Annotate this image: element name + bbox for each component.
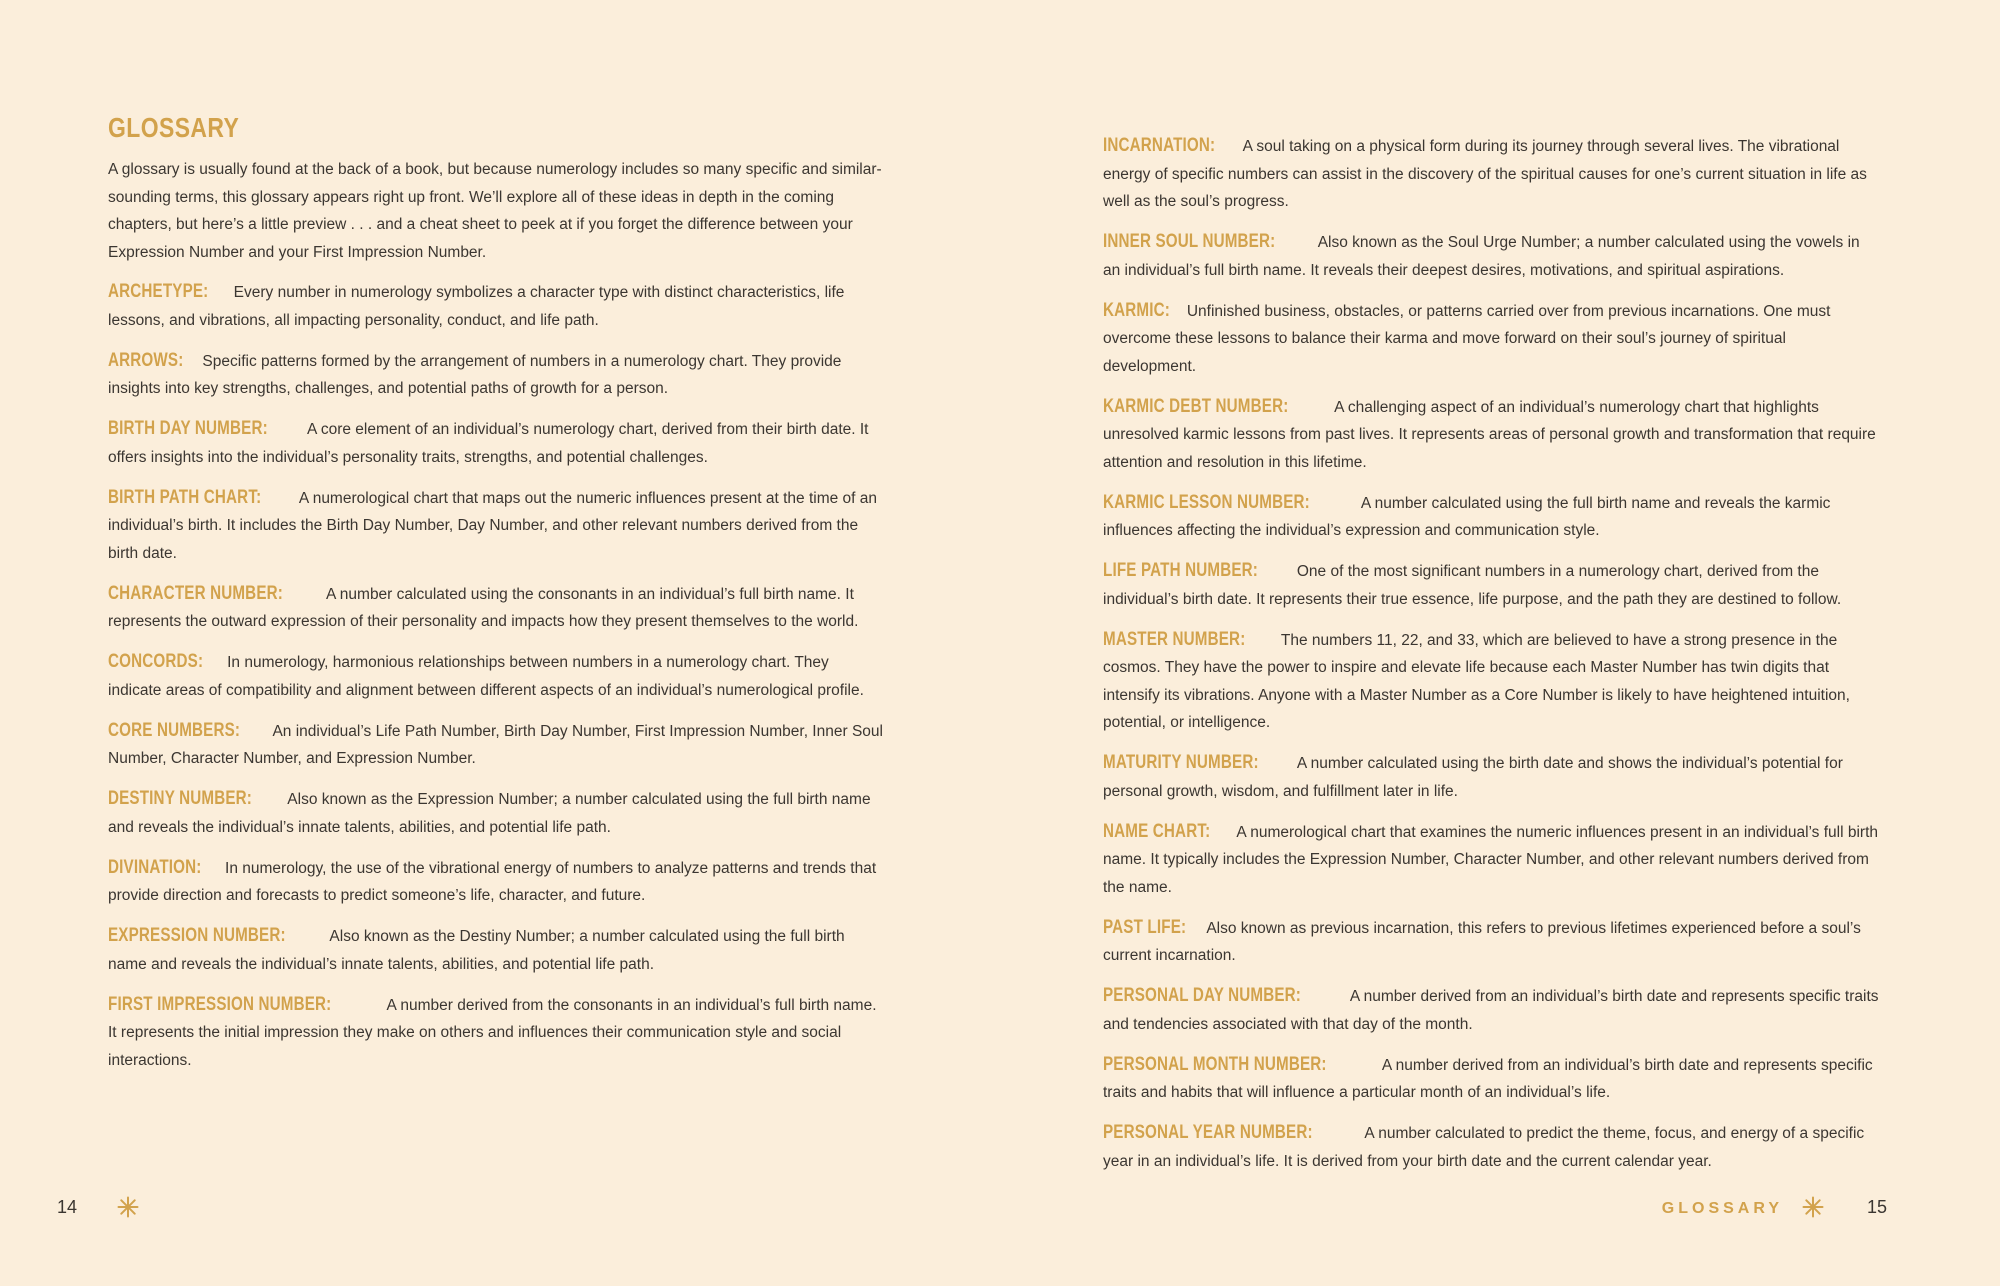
left-column [108, 112, 883, 1087]
glossary-term: DIVINATION: [108, 856, 202, 878]
glossary-definition: In numerology, harmonious relationships between numbers in a numerology chart. They indicate areas of compatibility and alignment between different aspects of an individual’s numerological profile. [108, 654, 864, 699]
glossary-definition: A number calculated using the full birth name and reveals the karmic influences affecting the individual’s expression and communication style. [1103, 494, 1831, 539]
glossary-entry [1103, 982, 1880, 1038]
star-icon [117, 1196, 139, 1218]
glossary-definition: Every number in numerology symbolizes a character type with distinct characteristics, life lessons, and vibrations, all impacting personality, conduct, and life path. [108, 284, 845, 329]
glossary-definition: A number derived from an individual’s birth date and represents specific traits and habits that will influence a particular month of an individual’s life. [1103, 1056, 1873, 1101]
glossary-definition: Also known as the Expression Number; a number calculated using the full birth name and reveals the individual’s innate talents, abilities, and potential life path. [108, 791, 871, 836]
glossary-term: KARMIC LESSON NUMBER: [1103, 491, 1310, 513]
page-number-right: 15 [1866, 1197, 1887, 1217]
right-page [1000, 0, 2000, 1286]
glossary-term: KARMIC DEBT NUMBER: [1103, 395, 1289, 417]
glossary-entry [108, 854, 883, 910]
glossary-definition: A number derived from an individual’s birth date and represents specific traits and tendencies associated with that day of the month. [1103, 988, 1879, 1033]
glossary-definition: A numerological chart that maps out the numeric influences present at the time of an individual’s birth. It includes the Birth Day Number, Day Number, and other relevant numbers derived from the birth date. [108, 489, 878, 562]
glossary-term: KARMIC: [1103, 299, 1170, 321]
glossary-definition: Also known as previous incarnation, this refers to previous lifetimes experienced before a soul’s current incarnation. [1103, 919, 1861, 964]
glossary-entry [1103, 914, 1880, 970]
glossary-list-left [108, 278, 883, 1074]
intro-paragraph: A glossary is usually found at the back of a book, but because numerology includes so many specific and similar-sounding terms, this glossary appears right up front. We’ll explore all of these ideas in depth in the coming chapters, but here’s a little preview . . . and a cheat sheet to peek at if you forget the difference between your Expression Number and your First Impression Number. [108, 161, 882, 261]
glossary-entry [1103, 1119, 1880, 1175]
glossary-entry [108, 347, 883, 403]
glossary-list-right [1103, 132, 1880, 1175]
glossary-term: PERSONAL YEAR NUMBER: [1103, 1122, 1313, 1143]
glossary-definition: A challenging aspect of an individual’s numerology chart that highlights unresolved karmic lessons from past lives. It represents areas of personal growth and transformation that require attention and resolution in this lifetime. [1103, 398, 1876, 471]
glossary-definition: A number calculated using the consonants in an individual’s full birth name. It represents the outward expression of their personality and impacts how they present themselves to the world. [108, 585, 859, 630]
glossary-definition: A numerological chart that examines the numeric influences present in an individual’s full birth name. It typically includes the Expression Number, Character Number, and other relevant numbers derived from the name. [1103, 823, 1879, 896]
glossary-entry [1103, 489, 1880, 545]
glossary-entry [108, 717, 883, 773]
glossary-term: FIRST IMPRESSION NUMBER: [108, 993, 332, 1015]
glossary-term: PERSONAL MONTH NUMBER: [1103, 1053, 1327, 1075]
glossary-term: DESTINY NUMBER: [108, 788, 252, 809]
glossary-term: NAME CHART: [1103, 820, 1211, 842]
glossary-term: CHARACTER NUMBER: [108, 582, 283, 604]
glossary-term: PERSONAL DAY NUMBER: [1103, 985, 1302, 1006]
glossary-term: BIRTH PATH CHART: [108, 486, 262, 508]
glossary-entry [108, 648, 883, 704]
glossary-definition: Unfinished business, obstacles, or patterns carried over from previous incarnations. One must overcome these lessons to balance their karma and move forward on their soul’s journey of spiritual development. [1103, 302, 1831, 375]
glossary-entry [108, 415, 883, 471]
glossary-definition: Also known as the Destiny Number; a number calculated using the full birth name and reveals the individual’s innate talents, abilities, and potential life path. [108, 928, 845, 973]
glossary-term: MASTER NUMBER: [1103, 628, 1246, 650]
running-head: GLOSSARY [1661, 1200, 1783, 1217]
glossary-term: ARROWS: [108, 349, 184, 371]
glossary-definition: Specific patterns formed by the arrangement of numbers in a numerology chart. They provide insights into key strengths, challenges, and potential paths of growth for a person. [108, 352, 842, 397]
glossary-term: INNER SOUL NUMBER: [1103, 231, 1276, 252]
right-column [1103, 132, 1880, 1188]
glossary-entry [1103, 749, 1880, 805]
glossary-term: MATURITY NUMBER: [1103, 752, 1259, 773]
glossary-entry [1103, 228, 1880, 284]
glossary-definition: In numerology, the use of the vibrational energy of numbers to analyze patterns and trends that provide direction and forecasts to predict someone’s life, character, and future. [108, 859, 877, 904]
glossary-term: PAST LIFE: [1103, 916, 1187, 938]
glossary-term: ARCHETYPE: [108, 281, 209, 302]
star-icon [1802, 1196, 1824, 1218]
glossary-term: CORE NUMBERS: [108, 719, 241, 741]
glossary-entry [1103, 1051, 1880, 1107]
glossary-entry [1103, 393, 1880, 477]
page-number-left: 14 [57, 1197, 78, 1217]
glossary-definition: A number derived from the consonants in an individual’s full birth name. It represents the initial impression they make on others and influences their communication style and social interactions. [108, 996, 877, 1069]
glossary-definition: A number calculated using the birth date and shows the individual’s potential for personal growth, wisdom, and fulfillment later in life. [1103, 755, 1843, 800]
glossary-entry [1103, 297, 1880, 381]
glossary-term: LIFE PATH NUMBER: [1103, 560, 1258, 581]
glossary-term: BIRTH DAY NUMBER: [108, 418, 268, 439]
glossary-entry [108, 278, 883, 334]
glossary-definition: A number calculated to predict the theme, focus, and energy of a specific year in an individual’s life. It is derived from your birth date and the current calendar year. [1103, 1125, 1865, 1170]
glossary-definition: The numbers 11, 22, and 33, which are believed to have a strong presence in the cosmos. They have the power to inspire and elevate life because each Master Number has twin digits that intensify its vibrations. Anyone with a Master Number as a Core Number is likely to have heightened intuition, potential, or intelligence. [1103, 631, 1850, 731]
glossary-entry [108, 922, 883, 978]
page-title: GLOSSARY [108, 112, 240, 143]
glossary-entry [108, 991, 883, 1075]
glossary-entry [1103, 132, 1880, 216]
glossary-definition: Also known as the Soul Urge Number; a number calculated using the vowels in an individual’s full birth name. It reveals their deepest desires, motivations, and spiritual aspirations. [1103, 234, 1860, 279]
glossary-term: CONCORDS: [108, 651, 204, 672]
glossary-definition: An individual’s Life Path Number, Birth Day Number, First Impression Number, Inner Soul Number, Character Number, and Expression Number. [108, 722, 883, 767]
glossary-entry [108, 484, 883, 568]
glossary-entry [108, 580, 883, 636]
glossary-definition: One of the most significant numbers in a numerology chart, derived from the individual’s birth date. It represents their true essence, life purpose, and the path they are destined to follow. [1103, 563, 1842, 608]
glossary-entry [1103, 557, 1880, 613]
glossary-term: EXPRESSION NUMBER: [108, 925, 286, 946]
glossary-definition: A core element of an individual’s numerology chart, derived from their birth date. It offers insights into the individual’s personality traits, strengths, and potential challenges. [108, 421, 869, 466]
glossary-term: INCARNATION: [1103, 135, 1216, 156]
glossary-entry [1103, 626, 1880, 737]
glossary-definition: A soul taking on a physical form during its journey through several lives. The vibrational energy of specific numbers can assist in the discovery of the spiritual causes for one’s current situation in life as well as the soul’s progress. [1103, 138, 1867, 210]
glossary-entry [108, 785, 883, 841]
glossary-entry [1103, 818, 1880, 902]
